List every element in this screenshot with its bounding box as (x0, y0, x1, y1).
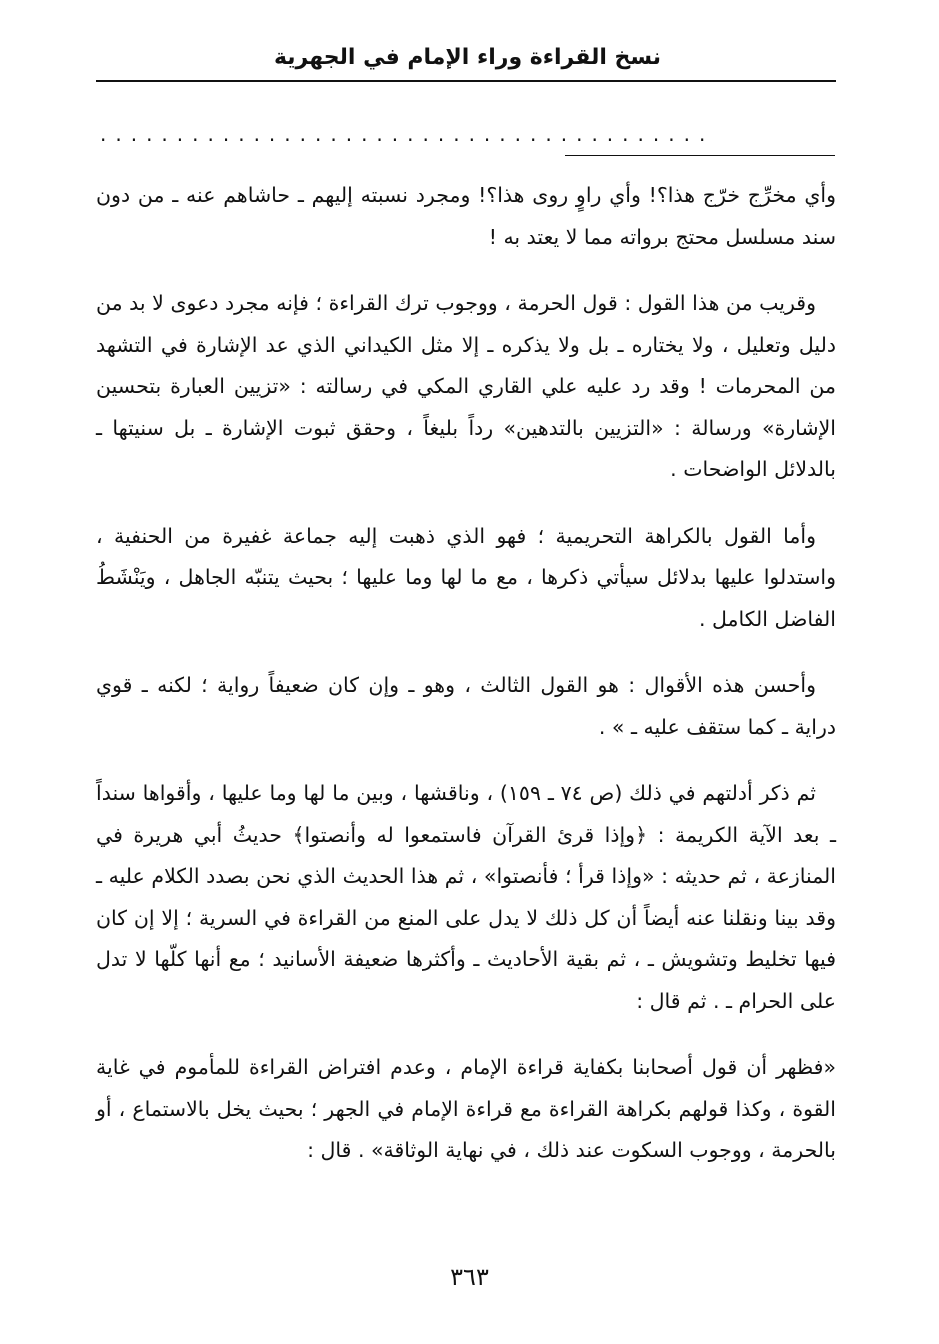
paragraph-3: وأما القول بالكراهة التحريمية ؛ فهو الذي ذهبت إليه جماعة غفيرة من الحنفية ، واستدلوا عليها بدلائل سيأتي ذكرها ، مع ما لها وما عليها ؛ بحيث يتنبّه الجاهل ، ويَنْشَطُ الفاضل الكامل . (96, 523, 836, 631)
paragraph-1: وأي مخرِّج خرّج هذا؟! وأي راوٍ روى هذا؟! ومجرد نسبته إليهم ـ حاشاهم عنه ـ من دون سند مسلسل محتج برواته مما لا يعتد به ! (96, 183, 836, 249)
paragraph-2: وقريب من هذا القول : قول الحرمة ، ووجوب ترك القراءة ؛ فإنه مجرد دعوى لا بد من دليل وتعليل ، ولا يختاره ـ بل ولا يذكره ـ إلا مثل الكيداني الذي عد الإشارة في التشهد من المحرمات ! وقد رد عليه علي القاري المكي في رسالته : «تزيين العبارة بتحسين الإشارة» ورسالة : «التزيين بالتدهين» رداً بليغاً ، وحقق ثبوت الإشارة ـ بل سنيتها ـ بالدلائل الواضحات . (96, 291, 836, 481)
dotted-separator: ........................................ (100, 122, 715, 146)
paragraph-6: «فظهر أن قول أصحابنا بكفاية قراءة الإمام ، وعدم افتراض القراءة للمأموم في غاية القوة ، وكذا قولهم بكراهة القراءة مع قراءة الإمام في الجهر ؛ بحيث يخل بالاستماع ، أو بالحرمة ، ووجوب السكوت عند ذلك ، في نهاية الوثاقة» . قال : (96, 1055, 836, 1162)
footnote-rule (565, 155, 835, 156)
paragraph-4: وأحسن هذه الأقوال : هو القول الثالث ، وهو ـ وإن كان ضعيفاً رواية ؛ لكنه ـ قوي دراية ـ كما ستقف عليه ـ » . (96, 673, 836, 739)
paragraph-5: ثم ذكر أدلتهم في ذلك (ص ٧٤ ـ ١٥٩) ، وناقشها ، وبين ما لها وما عليها ، وأقواها سنداً ـ بعد الآية الكريمة : ﴿وإذا قرئ القرآن فاستمعوا له وأنصتوا﴾ حديثُ أبي هريرة في المنازعة ، ثم حديثه : «وإذا قرأ ؛ فأنصتوا» ، ثم هذا الحديث الذي نحن بصدد الكلام عليه ـ وقد بينا ونقلنا عنه أيضاً أن كل ذلك لا يدل على المنع من القراءة في السرية ؛ إلا إن كان فيها تخليط وتشويش ـ ، ثم بقية الأحاديث ـ وأكثرها ضعيفة الأسانيد ؛ مع أنها كلّها لا تدل على الحرام ـ . ثم قال : (96, 781, 836, 1013)
header-rule (96, 80, 836, 82)
body-text (96, 175, 836, 1197)
running-head-title: نسخ القراءة وراء الإمام في الجهرية (273, 45, 662, 70)
page-number: ٣٦٣ (450, 1263, 489, 1291)
